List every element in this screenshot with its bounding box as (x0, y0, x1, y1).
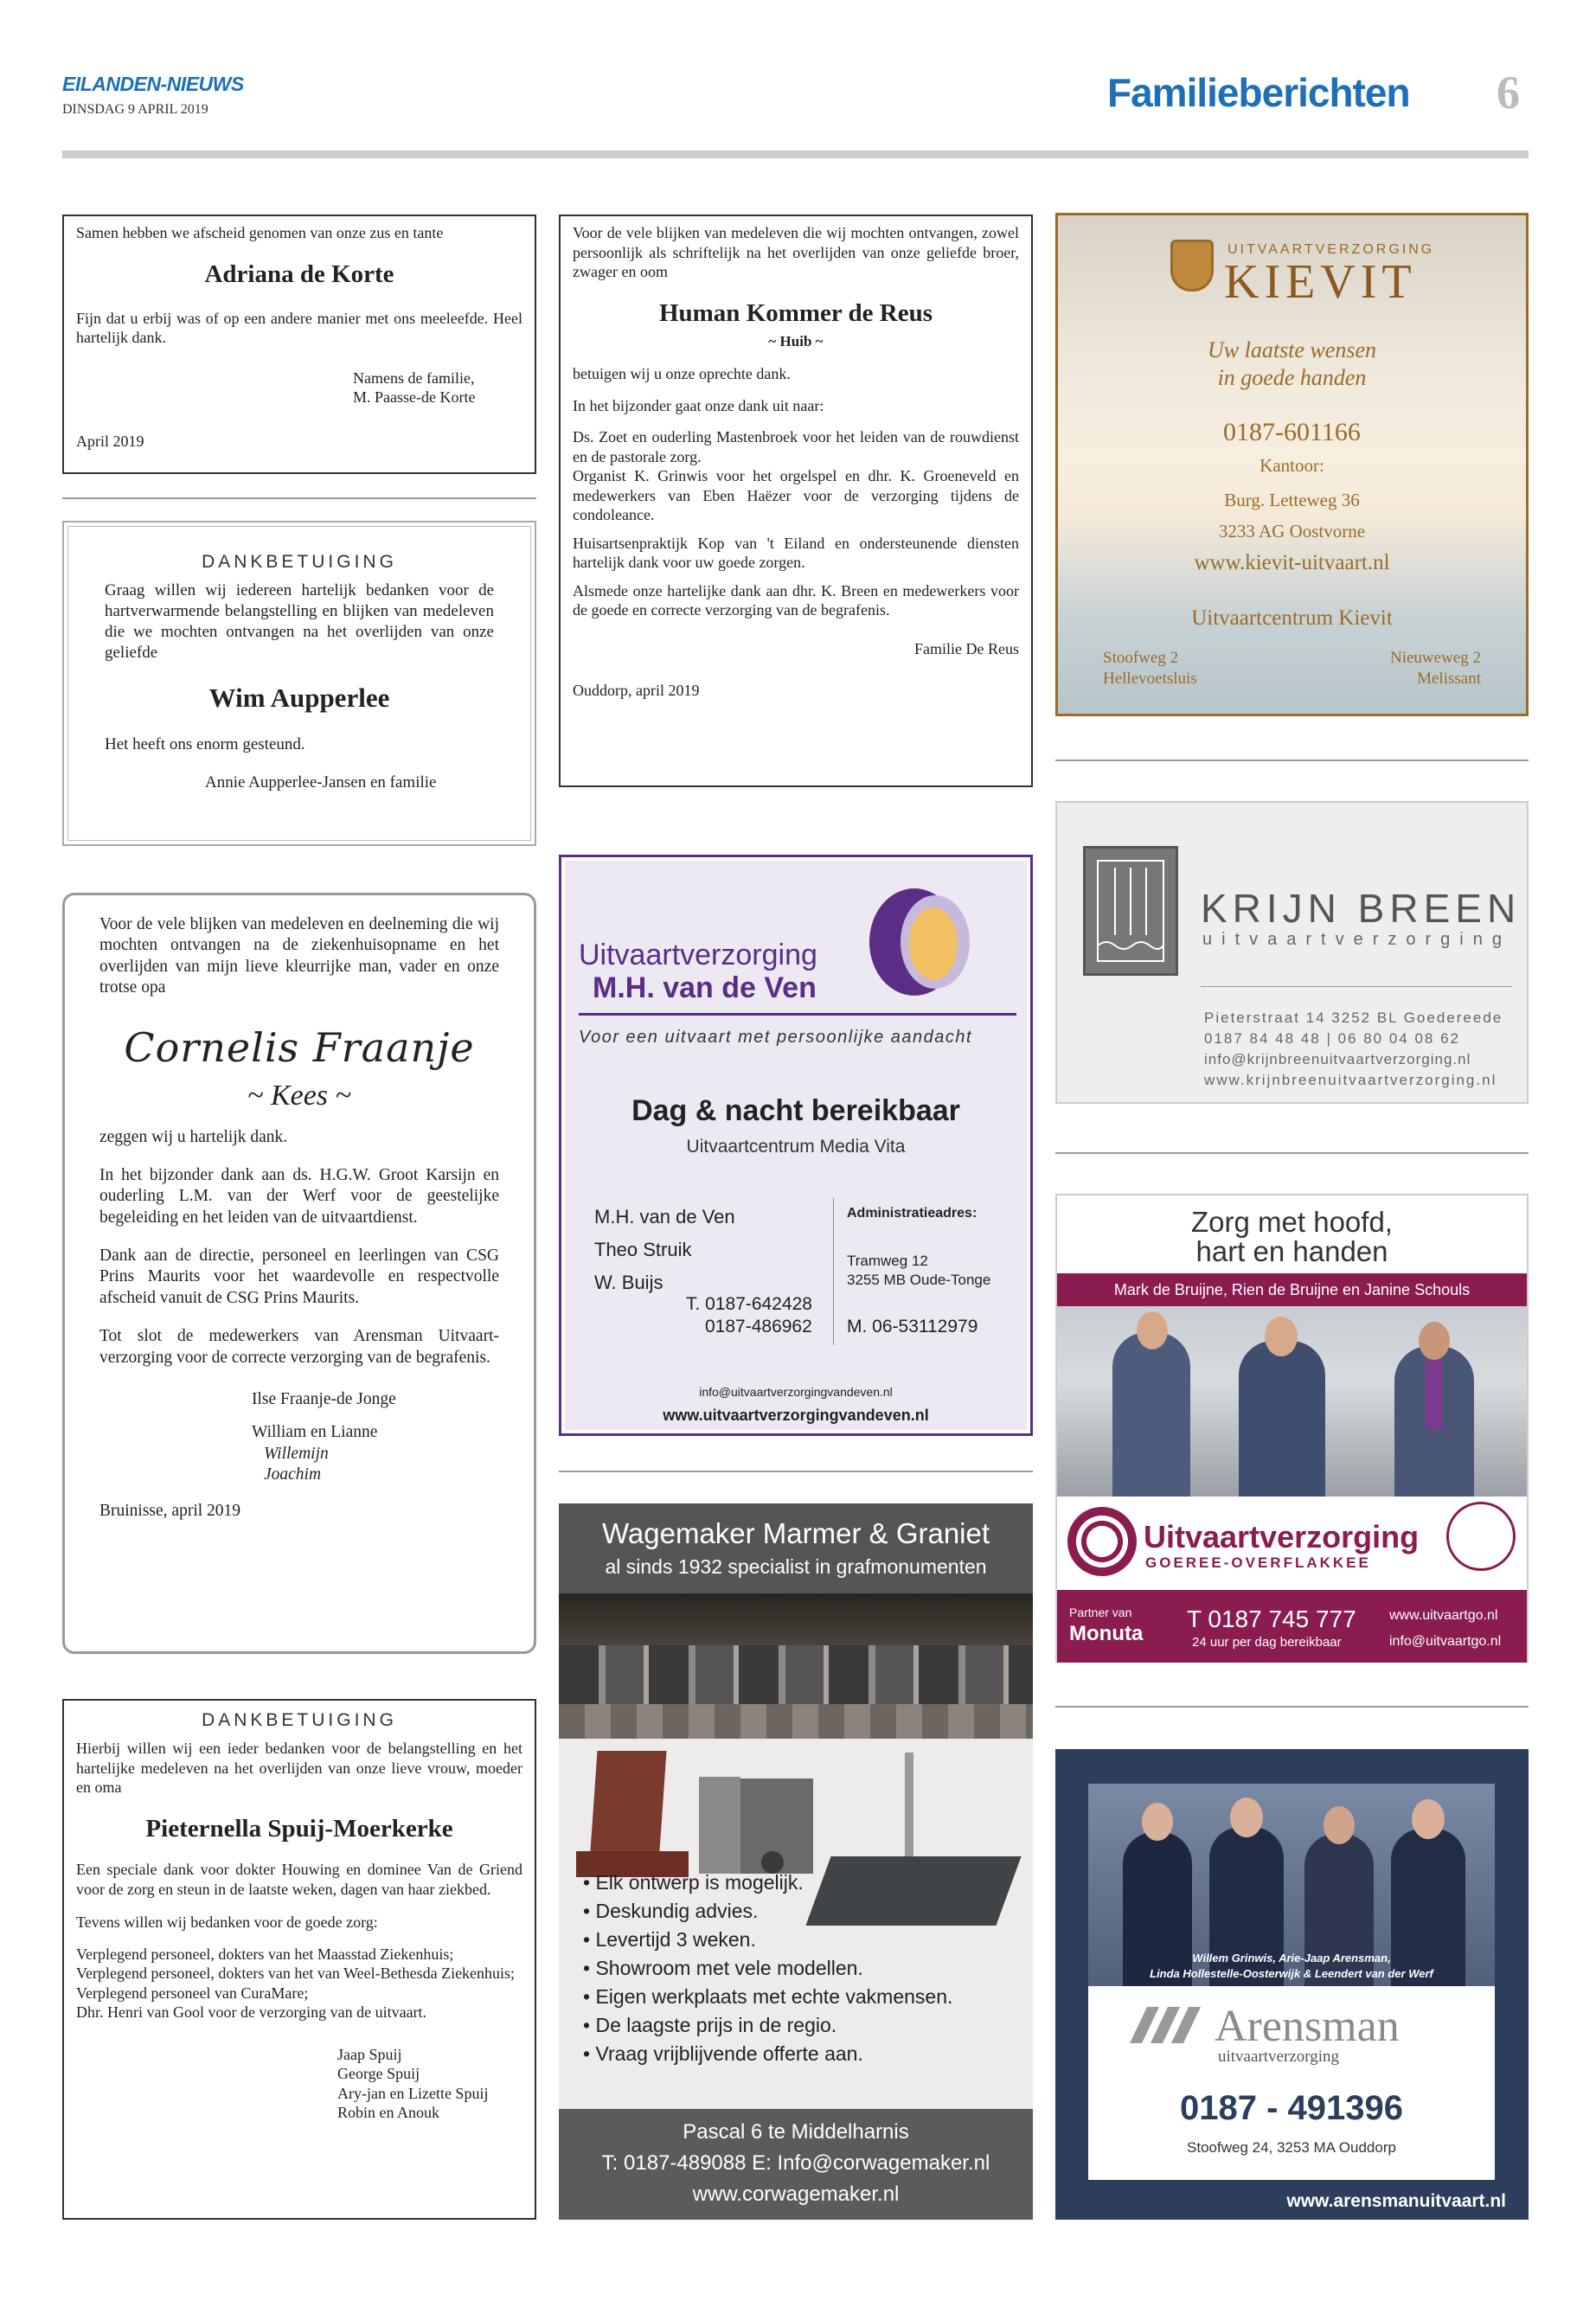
notice-human-kommer-de-reus (559, 215, 1033, 787)
feature-item: • Levertijd 3 weken. (583, 1928, 756, 1951)
feature-item: • Eigen werkplaats met echte vakmensen. (583, 1985, 953, 2008)
deceased-nickname: ~ Kees ~ (247, 1080, 351, 1112)
notice-text: Graag willen wij iedereen hartelijk bedanken voor de hartverwarmende belangstelling en blijken van medeleven die we mochten ontvangen na het overlijden van onze geliefde (105, 581, 494, 662)
kievit-location: Hellevoetsluis (1103, 670, 1197, 688)
divider (1201, 986, 1512, 987)
notice-heading: DANKBETUIGING (202, 552, 397, 572)
notice-text: betuigen wij u onze oprechte dank. (573, 365, 791, 382)
notice-text: Een speciale dank voor dokter Houwing en dominee Van de Griend voor de zorg en steun in de laatste weken, dagen van haar ziekbed. (76, 1861, 522, 1898)
arensman-phone[interactable]: 0187 - 491396 (1179, 2089, 1403, 2127)
signature: Willemijn (264, 1444, 329, 1463)
notice-text: Organist K. Grinwis voor het orgelspel en dhr. K. Groeneveld en medewerkers van Eben Haëzer voor de verzorging tijdens de condoleance. (573, 467, 1019, 523)
signature: Jaap Spuij (337, 2045, 402, 2063)
feature-list (559, 1865, 1033, 2068)
brand-line-1: Uitvaartverzorging (579, 939, 817, 971)
brand-rule (579, 1013, 1016, 1016)
stichting-seal-icon (1446, 1502, 1516, 1571)
phone: T. 0187-642428 (686, 1294, 812, 1314)
notice-text: Verplegend personeel, dokters van het Maasstad Ziekenhuis; (76, 1945, 454, 1963)
admin-city: 3255 MB Oude-Tonge (847, 1272, 991, 1288)
signature: Namens de familie, (353, 369, 475, 387)
kievit-location: Melissant (1417, 670, 1481, 688)
column-separator (1055, 1152, 1529, 1154)
partner-name: Monuta (1069, 1622, 1144, 1645)
contact-person: W. Buijs (594, 1272, 663, 1293)
kievit-street: Burg. Letteweg 36 (1224, 490, 1360, 510)
arensman-team-photo (1088, 1784, 1495, 1986)
arensman-inner (1088, 1784, 1495, 2180)
notice-text: Alsmede onze hartelijke dank aan dhr. K. Breen en medewerkers voor de goede en correcte verzorging van de begrafenis. (573, 581, 1019, 619)
center-name: Uitvaartcentrum Media Vita (686, 1137, 906, 1157)
deceased-name: Cornelis Fraanje (124, 1023, 475, 1071)
wagemaker-contact[interactable]: T: 0187-489088 E: Info@corwagemaker.nl (601, 2151, 990, 2175)
column-separator (559, 1471, 1033, 1472)
column-separator (62, 497, 536, 499)
notice-adriana-de-korte (62, 215, 536, 474)
column-separator (1055, 760, 1529, 761)
divider (833, 1198, 834, 1345)
website-link[interactable]: www.uitvaartverzorgingvandeven.nl (663, 1407, 929, 1424)
issue-date: DINSDAG 9 APRIL 2019 (62, 102, 208, 117)
wagemaker-subtitle: al sinds 1932 specialist in grafmonumenten (605, 1555, 987, 1579)
header-rule (62, 151, 1529, 158)
notice-text: Fijn dat u erbij was of op een andere manier met ons meeleefde. Heel hartelijk dank. (76, 309, 522, 347)
go-names-bar (1057, 1273, 1527, 1306)
go-region: GOEREE-OVERFLAKKEE (1145, 1554, 1371, 1571)
arensman-website[interactable]: www.arensmanuitvaart.nl (1286, 2191, 1506, 2211)
go-website[interactable]: www.uitvaartgo.nl (1389, 1608, 1498, 1623)
page-number: 6 (1497, 67, 1520, 119)
wagemaker-title: Wagemaker Marmer & Graniet (601, 1517, 990, 1549)
arensman-caption: Linda Hollestelle-Oosterwijk & Leendert van der Werf (1150, 1967, 1433, 1980)
notice-cornelis-fraanje (62, 893, 536, 1654)
kievit-slogan: in goede handen (1217, 365, 1367, 390)
kievit-slogan: Uw laatste wensen (1208, 337, 1376, 362)
feature-item: • De laagste prijs in de regio. (583, 2014, 837, 2036)
slogan: Voor een uitvaart met persoonlijke aandacht (579, 1028, 973, 1047)
deceased-name: Human Kommer de Reus (658, 298, 933, 327)
feature-item: • Elk ontwerp is mogelijk. (583, 1871, 804, 1894)
kievit-city: 3233 AG Oostvorne (1218, 521, 1366, 542)
ad-krijn-breen (1055, 801, 1529, 1104)
feature-item: • Showroom met vele modellen. (583, 1957, 863, 1979)
notice-text: Verplegend personeel van CuraMare; (76, 1984, 309, 2002)
signature: Ilse Fraanje-de Jonge (252, 1389, 396, 1408)
ad-arensman (1055, 1749, 1529, 2220)
feature-item: • Deskundig advies. (583, 1900, 759, 1922)
go-headline: hart en handen (1195, 1235, 1388, 1267)
ad-kievit (1055, 213, 1529, 716)
deceased-name: Adriana de Korte (204, 260, 394, 288)
krijn-breen-address: Pieterstraat 14 3252 BL Goedereede (1204, 1009, 1503, 1026)
brand-line-2: M.H. van de Ven (593, 971, 817, 1004)
deceased-name: Pieternella Spuij-Moerkerke (145, 1814, 453, 1843)
feature-item: • Vraag vrijblijvende offerte aan. (583, 2042, 863, 2065)
admin-label: Administratieadres: (847, 1206, 977, 1221)
krijn-breen-website[interactable]: www.krijnbreenuitvaartverzorging.nl (1204, 1072, 1497, 1088)
headline: Dag & nacht bereikbaar (631, 1094, 960, 1127)
kievit-office: Kantoor: (1259, 455, 1324, 476)
notice-text: Huisartsenpraktijk Kop van 't Eiland en ondersteunende diensten hartelijk dank voor uw goede zorgen. (573, 534, 1019, 571)
go-footer (1057, 1590, 1527, 1663)
signature: William en Lianne (252, 1423, 378, 1442)
notice-text: In het bijzonder gaat onze dank uit naar: (573, 396, 824, 414)
krijn-breen-phones: 0187 84 48 48 | 06 80 04 08 62 (1204, 1030, 1461, 1047)
notice-text: Dhr. Henri van Gool voor de verzorging van de uitvaart. (76, 2003, 427, 2021)
go-names: Mark de Bruijne, Rien de Bruijne en Janine Schouls (1113, 1281, 1471, 1298)
contact-person: Theo Struik (594, 1239, 692, 1260)
kievit-phone[interactable]: 0187-601166 (1223, 418, 1361, 446)
kievit-location: Nieuweweg 2 (1390, 649, 1481, 667)
kievit-crest-icon (1170, 240, 1214, 292)
deceased-nickname: ~ Huib ~ (768, 332, 824, 349)
notice-date: Ouddorp, april 2019 (573, 682, 700, 699)
ad-uitvaart-go (1055, 1194, 1529, 1663)
go-email[interactable]: info@uitvaartgo.nl (1389, 1634, 1502, 1649)
notice-thanks: Het heeft ons enorm gesteund. (105, 735, 305, 753)
arensman-sub: uitvaartverzorging (1218, 2048, 1339, 2066)
notice-text: zeggen wij u hartelijk dank. (99, 1127, 288, 1146)
go-team-photo (1057, 1306, 1527, 1497)
kievit-name: KIEVIT (1224, 255, 1417, 309)
deceased-name: Wim Aupperlee (208, 683, 390, 714)
contact-person: M.H. van de Ven (594, 1206, 735, 1227)
ad-wagemaker (559, 1503, 1033, 2220)
signature: George Spuij (337, 2065, 420, 2082)
notice-text: Tot slot de medewerkers van Arensman Uitvaart-verzorging voor de correcte verzorging van de begrafenis. (99, 1327, 499, 1367)
go-brand: Uitvaartverzorging (1144, 1519, 1420, 1554)
notice-pieternella-spuij (62, 1699, 536, 2220)
partner-label: Partner van (1069, 1606, 1132, 1619)
notice-date: April 2019 (76, 432, 144, 450)
notice-heading: DANKBETUIGING (202, 1710, 397, 1730)
signature: M. Paasse-de Korte (353, 388, 476, 407)
signature: Robin en Anouk (337, 2104, 440, 2121)
wagemaker-address: Pascal 6 te Middelharnis (683, 2120, 909, 2144)
showroom-photo (559, 1593, 1033, 1739)
signature: Familie De Reus (914, 639, 1019, 657)
phone: 0187-486962 (705, 1317, 812, 1336)
krijn-breen-sub: uitvaartverzorging (1202, 930, 1511, 949)
signature: Annie Aupperlee-Jansen en familie (205, 772, 437, 792)
mobile: M. 06-53112979 (847, 1317, 978, 1336)
krijn-breen-logo-icon (1083, 846, 1178, 976)
notice-text: Dank aan de directie, personeel en leerlingen van CSG Prins Maurits voor het waardevolle en respectvolle afscheid vanuit de CSG Prins Maurits. (99, 1247, 499, 1307)
notice-intro: Voor de vele blijken van medeleven die wij mochten ontvangen, zowel persoonlijk als schriftelijk na het overlijden van onze geliefde broer, zwager en oom (573, 224, 1019, 280)
van-de-ven-logo (861, 881, 982, 1003)
signature: Ary-jan en Lizette Spuij (337, 2084, 489, 2102)
arensman-address: Stoofweg 24, 3253 MA Ouddorp (1187, 2139, 1396, 2156)
notice-text: Verplegend personeel, dokters van het van Weel-Bethesda Ziekenhuis; (76, 1965, 516, 1982)
krijn-breen-name: KRIJN BREEN (1201, 886, 1522, 931)
go-phone[interactable]: T 0187 745 777 (1187, 1606, 1356, 1632)
notice-wim-aupperlee (62, 521, 536, 846)
kievit-website[interactable]: www.kievit-uitvaart.nl (1194, 551, 1390, 574)
arensman-logo-icon (1130, 2007, 1208, 2043)
masthead-logo: EILANDEN-NIEUWS (62, 73, 244, 95)
kievit-center: Uitvaartcentrum Kievit (1191, 606, 1393, 630)
go-phone-sub: 24 uur per dag bereikbaar (1192, 1635, 1342, 1650)
kievit-label: UITVAARTVERZORGING (1227, 242, 1435, 257)
notice-intro: Hierbij willen wij een ieder bedanken voor de belangstelling en het hartelijke medeleven na het overlijden van onze lieve vrouw, moeder en oma (76, 1740, 522, 1797)
section-title: Familieberichten (1107, 70, 1410, 115)
notice-date: Bruinisse, april 2019 (99, 1502, 241, 1521)
notice-intro: Samen hebben we afscheid genomen van onze zus en tante (76, 224, 444, 241)
notice-text: In het bijzonder dank aan ds. H.G.W. Groot Karsijn en ouderling L.M. van der Werf voor de geestelijke begeleiding en het leiden van de uitvaartdienst. (99, 1165, 499, 1227)
column-separator (1055, 1706, 1529, 1708)
go-logo-icon (1067, 1507, 1137, 1576)
krijn-breen-email[interactable]: info@krijnbreenuitvaartverzorging.nl (1204, 1051, 1471, 1067)
notice-text: Ds. Zoet en ouderling Mastenbroek voor het leiden van de rouwdienst en de pastorale zorg. (573, 428, 1019, 465)
email-link[interactable]: info@uitvaartverzorgingvandeven.nl (699, 1385, 893, 1399)
ad-van-de-ven (559, 855, 1033, 1436)
arensman-name: Arensman (1215, 2002, 1400, 2051)
notice-intro: Voor de vele blijken van medeleven en deelneming die wij mochten ontvangen na de ziekenhuisopname en het overlijden van mijn lieve kleurrijke man, vader en onze trotse opa (99, 915, 499, 997)
go-headline: Zorg met hoofd, (1191, 1206, 1393, 1238)
notice-text: Tevens willen wij bedanken voor de goede zorg: (76, 1913, 378, 1931)
signature: Joachim (264, 1465, 322, 1484)
admin-street: Tramweg 12 (847, 1253, 928, 1269)
arensman-caption: Willem Grinwis, Arie-Jaap Arensman, (1192, 1952, 1391, 1965)
kievit-location: Stoofweg 2 (1103, 649, 1179, 667)
wagemaker-website[interactable]: www.corwagemaker.nl (692, 2182, 900, 2206)
